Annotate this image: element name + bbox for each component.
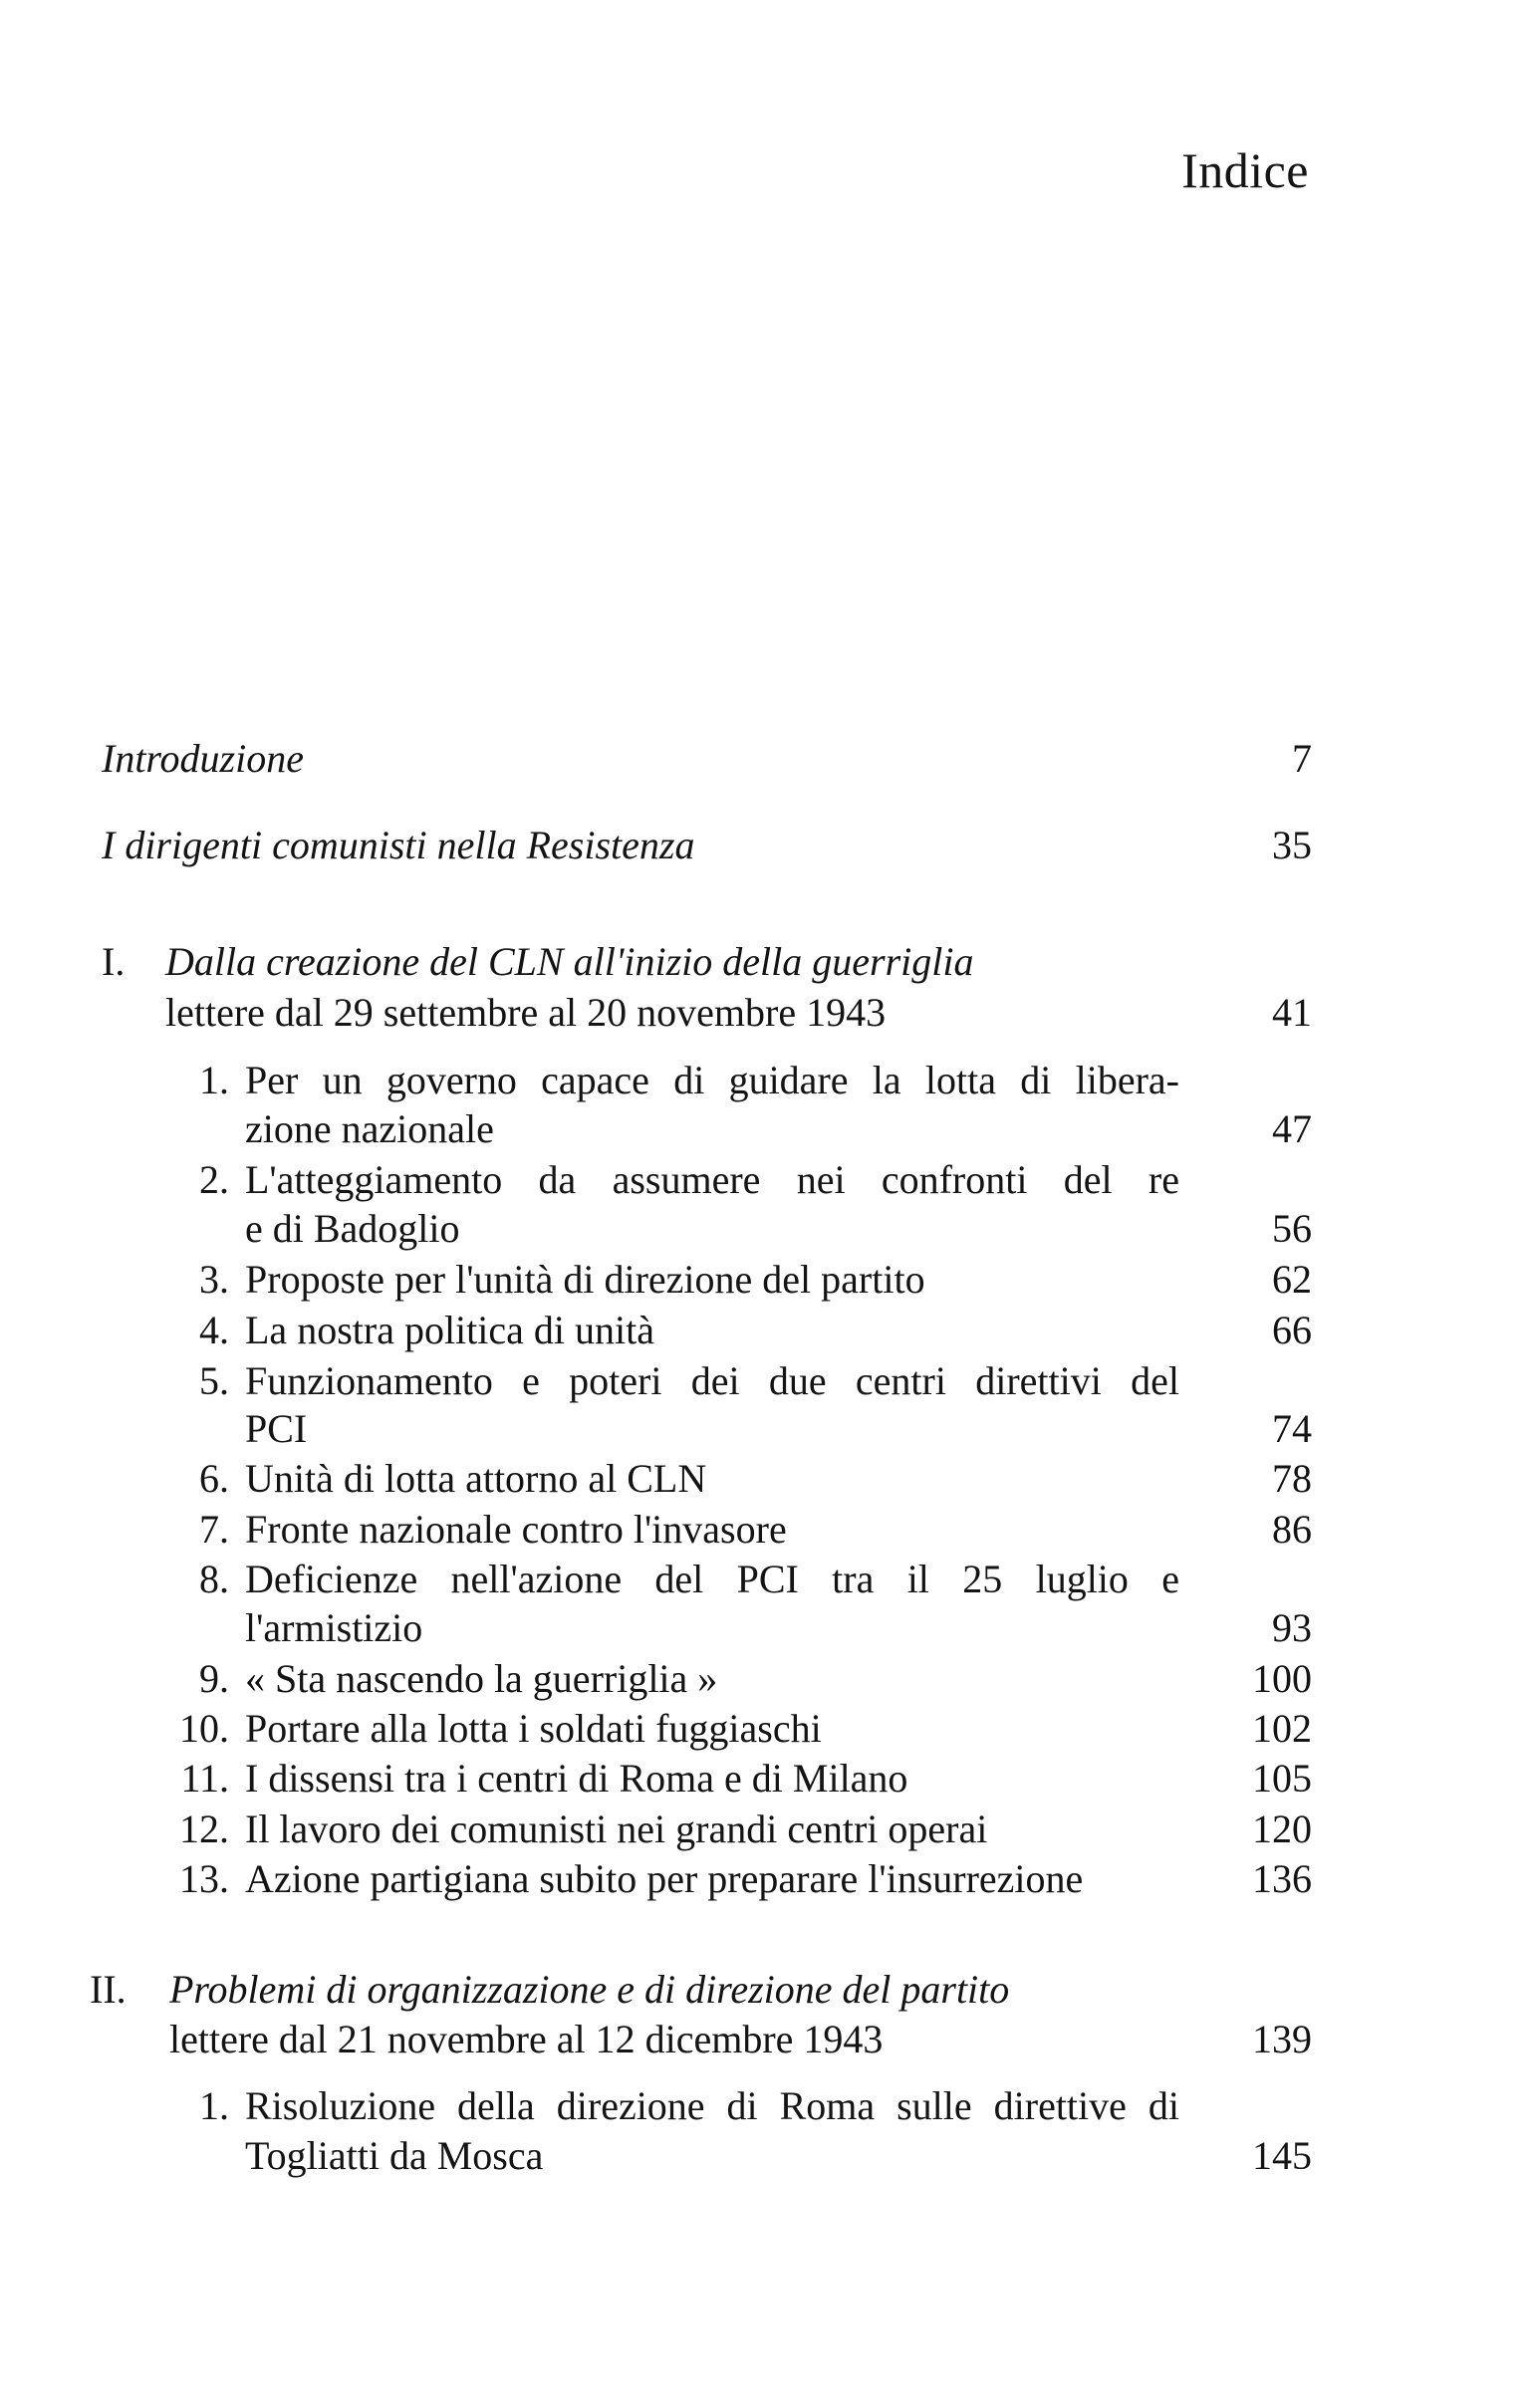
entry-page: 105: [1252, 1756, 1312, 1801]
part-subtitle: lettere dal 29 settembre al 20 novembre 1943: [165, 990, 887, 1035]
entry-page: 66: [1272, 1308, 1312, 1352]
entry-number: 1.: [199, 1058, 229, 1102]
entry-number: 1.: [199, 2083, 229, 2128]
entry-page: 86: [1272, 1507, 1312, 1552]
entry-number: 4.: [199, 1308, 229, 1352]
entry-number: 5.: [199, 1358, 229, 1403]
toc-entry-introduzione-page: 7: [1292, 736, 1312, 781]
part-number: II.: [90, 1967, 127, 2012]
entry-number: 13.: [179, 1856, 229, 1901]
entry-title-line: PCI: [245, 1406, 308, 1451]
entry-number: 3.: [199, 1257, 229, 1302]
entry-number: 12.: [179, 1806, 229, 1851]
part-number: I.: [102, 939, 126, 984]
entry-title-line: Risoluzione della direzione di Roma sulle direttive di: [245, 2083, 1179, 2128]
part-page: 41: [1272, 990, 1312, 1035]
entry-number: 2.: [199, 1157, 229, 1202]
entry-title-line: e di Badoglio: [245, 1206, 460, 1251]
entry-page: 62: [1272, 1257, 1312, 1302]
entry-title-line: Togliatti da Mosca: [245, 2133, 544, 2178]
part-page: 139: [1252, 2017, 1312, 2061]
entry-title-line: Il lavoro dei comunisti nei grandi centri operai: [245, 1806, 988, 1851]
toc-entry-introduzione-title: Introduzione: [102, 736, 304, 781]
entry-title-line: Proposte per l'unità di direzione del partito: [245, 1257, 925, 1302]
entry-title-line: Azione partigiana subito per preparare l'insurrezione: [245, 1856, 1084, 1901]
entry-number: 10.: [179, 1706, 229, 1751]
toc-entry-dirigenti-title: I dirigenti comunisti nella Resistenza: [102, 823, 695, 867]
entry-page: 145: [1252, 2133, 1312, 2178]
entry-page: 100: [1252, 1656, 1312, 1701]
entry-number: 7.: [199, 1507, 229, 1552]
part-subtitle: lettere dal 21 novembre al 12 dicembre 1943: [169, 2017, 884, 2061]
entry-number: 6.: [199, 1456, 229, 1501]
entry-title-line: zione nazionale: [245, 1106, 494, 1151]
part-title: Dalla creazione del CLN all'inizio della guerriglia: [165, 939, 974, 984]
entry-number: 8.: [199, 1557, 229, 1601]
entry-page: 78: [1272, 1456, 1312, 1501]
entry-title-line: Per un governo capace di guidare la lotta di libera-: [245, 1058, 1179, 1102]
entry-title-line: I dissensi tra i centri di Roma e di Milano: [245, 1756, 908, 1801]
entry-page: 102: [1252, 1706, 1312, 1751]
entry-title-line: Funzionamento e poteri dei due centri direttivi del: [245, 1358, 1179, 1403]
toc-entry-dirigenti-page: 35: [1272, 823, 1312, 867]
entry-page: 56: [1272, 1206, 1312, 1251]
entry-page: 74: [1272, 1406, 1312, 1451]
page-title: Indice: [1181, 142, 1309, 198]
entry-title-line: Fronte nazionale contro l'invasore: [245, 1507, 787, 1552]
entry-page: 136: [1252, 1856, 1312, 1901]
entry-title-line: La nostra politica di unità: [245, 1308, 654, 1352]
entry-page: 93: [1272, 1605, 1312, 1650]
part-title: Problemi di organizzazione e di direzione del partito: [169, 1967, 1010, 2012]
entry-number: 9.: [199, 1656, 229, 1701]
entry-page: 47: [1272, 1106, 1312, 1151]
entry-title-line: « Sta nascendo la guerriglia »: [245, 1656, 718, 1701]
entry-number: 11.: [180, 1756, 229, 1801]
entry-title-line: Unità di lotta attorno al CLN: [245, 1456, 707, 1501]
entry-title-line: L'atteggiamento da assumere nei confronti del re: [245, 1157, 1179, 1202]
entry-page: 120: [1252, 1806, 1312, 1851]
entry-title-line: Deficienze nell'azione del PCI tra il 25 luglio e: [245, 1557, 1179, 1601]
entry-title-line: Portare alla lotta i soldati fuggiaschi: [245, 1706, 822, 1751]
entry-title-line: l'armistizio: [245, 1605, 423, 1650]
